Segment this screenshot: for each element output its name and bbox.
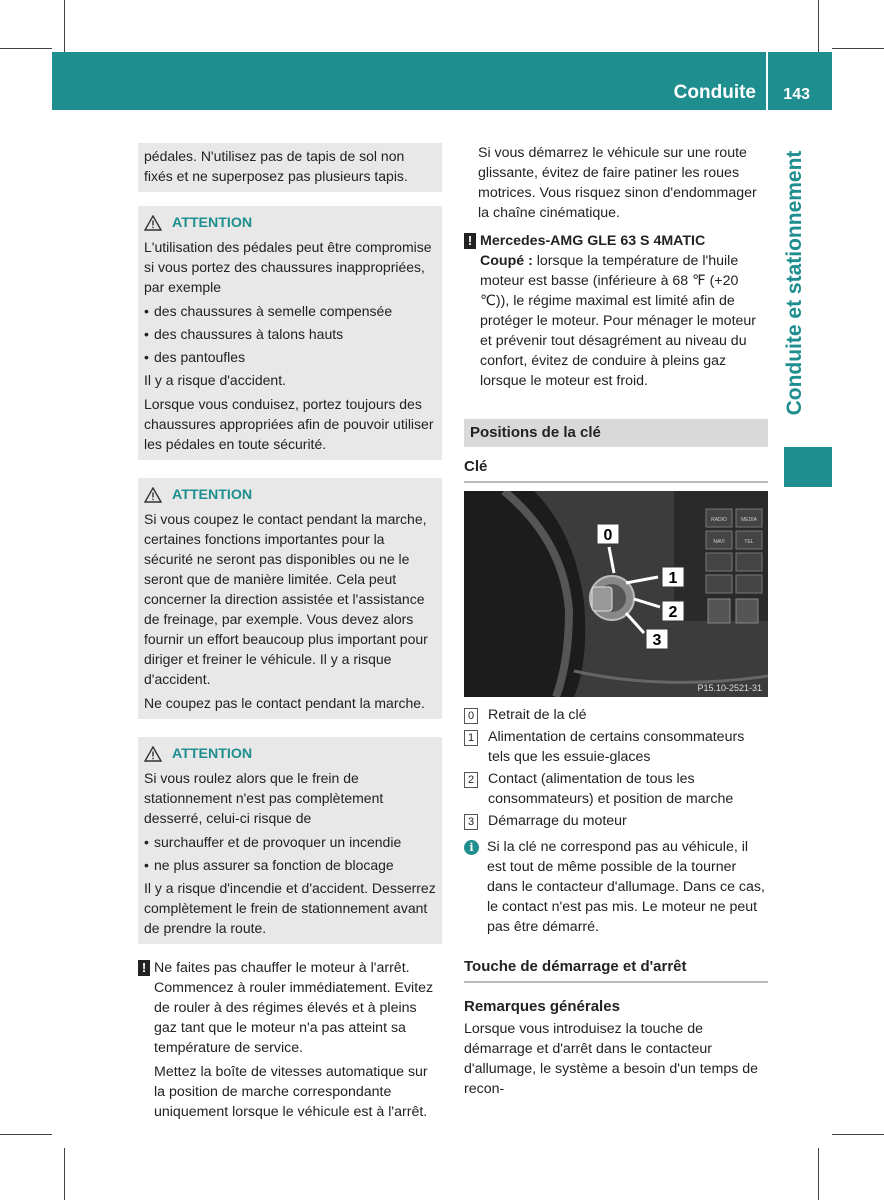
caution-note bbox=[138, 958, 442, 1126]
caution-icon: ! bbox=[138, 960, 150, 976]
warning-list bbox=[144, 301, 436, 367]
warning-label: ATTENTION bbox=[172, 215, 253, 231]
legend-text: Contact (alimentation de tous les consommateurs) et position de marche bbox=[488, 771, 734, 807]
callout-2: 2 bbox=[668, 604, 678, 621]
caution-note bbox=[464, 231, 768, 395]
section-heading-2: Touche de démarrage et d'arrêt bbox=[464, 957, 768, 983]
side-chapter-label bbox=[778, 128, 812, 438]
list-item: • des chaussures à semelle compensée bbox=[144, 301, 436, 321]
media-button-label: MEDIA bbox=[741, 517, 757, 523]
legend-number: 1 bbox=[464, 730, 478, 746]
legend-number: 0 bbox=[464, 708, 478, 724]
legend-number: 3 bbox=[464, 814, 478, 830]
callout-1: 1 bbox=[668, 570, 678, 587]
crop-mark bbox=[0, 48, 52, 49]
warning-icon bbox=[144, 487, 162, 503]
warning-heading bbox=[144, 744, 436, 764]
warning-advice: Lorsque vous conduisez, portez toujours des chaussures appropriées afin de pouvoir utiliser les pédales en toute sécurité. bbox=[144, 396, 434, 452]
warning-label: ATTENTION bbox=[172, 487, 253, 503]
subsection-heading-2: Remarques générales bbox=[464, 998, 620, 1015]
list-item: • surchauffer et de provoquer un incendie bbox=[144, 832, 436, 852]
warning-box bbox=[138, 478, 442, 719]
warning-icon bbox=[144, 215, 162, 231]
side-chapter-tab bbox=[784, 447, 832, 487]
crop-mark bbox=[832, 48, 884, 49]
info-icon: i bbox=[464, 840, 479, 855]
closing-text: Lorsque vous introduisez la touche de démarrage et d'arrêt dans le contacteur d'allumage, le système a besoin d'un temps de recon- bbox=[464, 1021, 759, 1097]
warning-heading bbox=[144, 213, 436, 233]
list-item: • des chaussures à talons hauts bbox=[144, 324, 436, 344]
callout-3: 3 bbox=[652, 632, 662, 649]
warning-text: Si vous coupez le contact pendant la marche, certaines fonctions importantes pour la sécurité ne seront pas disponibles ou ne le seront que de manière limitée. Cela peut concerner la direction assistée et l'assistance de freinage, par exemple. Vous devez alors fournir un effort beaucoup plus important pour diriger et freiner le véhicule. Il y a risque d'accident. bbox=[144, 511, 428, 687]
right-column bbox=[464, 143, 768, 1103]
chapter-title: Conduite bbox=[673, 82, 756, 103]
page-header bbox=[52, 52, 832, 110]
warning-box bbox=[138, 206, 442, 460]
warning-text: Si vous roulez alors que le frein de stationnement n'est pas complètement desserré, celui-ci risque de bbox=[144, 770, 384, 826]
warning-advice: Ne coupez pas le contact pendant la marche. bbox=[144, 695, 425, 711]
navi-button-label: NAVI bbox=[713, 539, 725, 545]
amg-bold-label: Coupé : bbox=[480, 253, 533, 269]
legend-item bbox=[464, 769, 768, 809]
intro-text: Si vous démarrez le véhicule sur une route glissante, évitez de faire patiner les roues motrices. Vous risquez sinon d'endommager la chaîne cinématique. bbox=[478, 145, 757, 221]
warning-label: ATTENTION bbox=[172, 746, 253, 762]
figure-code: P15.10-2521-31 bbox=[697, 683, 762, 693]
intro-box bbox=[138, 143, 442, 192]
header-divider bbox=[766, 52, 768, 110]
page-number: 143 bbox=[783, 86, 810, 103]
subsection-heading: Clé bbox=[464, 457, 768, 483]
ignition-key-image bbox=[464, 491, 768, 697]
crop-mark bbox=[64, 0, 65, 52]
legend-item bbox=[464, 811, 768, 831]
tel-button-label: TEL bbox=[744, 539, 754, 545]
crop-mark bbox=[832, 1134, 884, 1135]
crop-mark bbox=[818, 1148, 819, 1200]
intro-text: pédales. N'utilisez pas de tapis de sol non fixés et ne superposez pas plusieurs tapis. bbox=[144, 148, 408, 184]
caution-text: Mettez la boîte de vitesses automatique sur la position de marche correspondante uniquement lorsque le véhicule est à l'arrêt. bbox=[154, 1064, 428, 1120]
crop-mark bbox=[64, 1148, 65, 1200]
radio-button-label: RADIO bbox=[711, 517, 727, 523]
warning-box bbox=[138, 737, 442, 944]
warning-text: L'utilisation des pédales peut être compromise si vous portez des chaussures inappropriées, par exemple bbox=[144, 239, 432, 295]
warning-list bbox=[144, 832, 436, 875]
amg-title: Mercedes-AMG GLE 63 S 4MATIC bbox=[480, 233, 706, 249]
caution-icon: ! bbox=[464, 233, 476, 249]
crop-mark bbox=[0, 1134, 52, 1135]
info-note bbox=[464, 837, 768, 937]
legend-item bbox=[464, 705, 768, 725]
amg-body: lorsque la température de l'huile moteur est basse (inférieure à 68 ℉ (+20 ℃)), le régime maximal est limité afin de protéger le moteur. Pour ménager le moteur et prévenir tout désagrément au niveau du confort, évitez de conduire à pleins gaz lorsque le moteur est froid. bbox=[480, 253, 757, 389]
legend-text: Retrait de la clé bbox=[488, 707, 587, 723]
section-heading: Positions de la clé bbox=[464, 419, 768, 447]
crop-mark bbox=[818, 0, 819, 52]
list-item: • ne plus assurer sa fonction de blocage bbox=[144, 855, 436, 875]
legend-number: 2 bbox=[464, 772, 478, 788]
info-text: Si la clé ne correspond pas au véhicule, il est tout de même possible de la tourner dans le contacteur d'allumage. Dans ce cas, le contact n'est pas mis. Le moteur ne peut pas être démarré. bbox=[487, 839, 765, 935]
warning-risk: Il y a risque d'accident. bbox=[144, 372, 286, 388]
side-chapter-text: Conduite et stationnement bbox=[783, 150, 806, 416]
ignition-key-illustration bbox=[464, 491, 768, 697]
callout-0: 0 bbox=[603, 527, 613, 544]
legend-text: Démarrage du moteur bbox=[488, 813, 627, 829]
warning-icon bbox=[144, 746, 162, 762]
amg-text bbox=[480, 251, 768, 391]
left-column bbox=[138, 143, 442, 1130]
warning-heading bbox=[144, 485, 436, 505]
warning-advice: Il y a risque d'incendie et d'accident. Desserrez complètement le frein de stationnement avant de prendre la route. bbox=[144, 880, 436, 936]
legend-text: Alimentation de certains consommateurs tels que les essuie-glaces bbox=[488, 729, 745, 765]
legend-item bbox=[464, 727, 768, 767]
list-item: • des pantoufles bbox=[144, 347, 436, 367]
caution-text: Ne faites pas chauffer le moteur à l'arrêt. Commencez à rouler immédiatement. Evitez de rouler à des régimes élevés et à pleins gaz tant que le moteur n'a pas atteint sa température de service. bbox=[154, 960, 434, 1056]
